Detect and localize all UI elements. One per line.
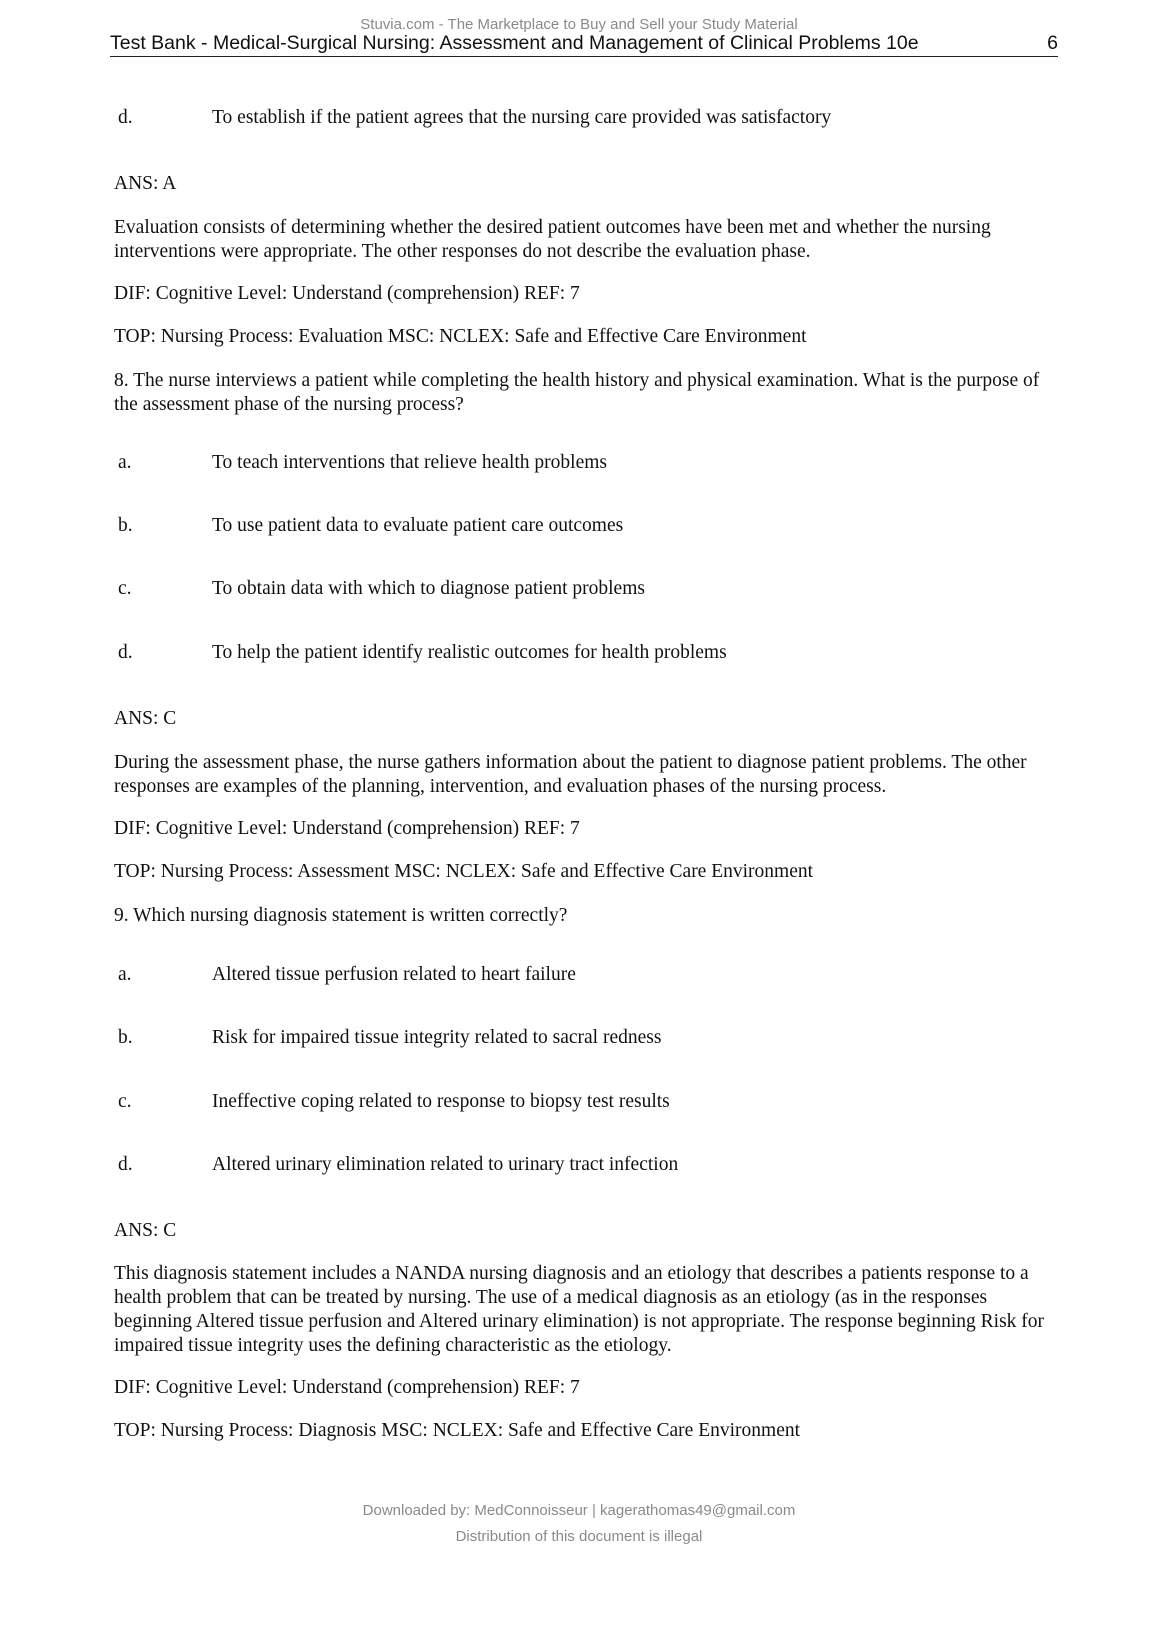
q9-answer: ANS: C [114,1220,177,1241]
q8-option-b-text: To use patient data to evaluate patient care outcomes [212,515,624,536]
q9-top: TOP: Nursing Process: Diagnosis MSC: NCLEX: Safe and Effective Care Environment [114,1420,801,1441]
q9-stem: 9. Which nursing diagnosis statement is written correctly? [114,905,568,926]
q8-option-c-letter: c. [118,578,132,599]
q8-answer: ANS: C [114,708,177,729]
q7-dif: DIF: Cognitive Level: Understand (comprehension) REF: 7 [114,283,580,304]
q9-option-c-letter: c. [118,1091,132,1112]
q7-top: TOP: Nursing Process: Evaluation MSC: NCLEX: Safe and Effective Care Environment [114,326,807,347]
q9-option-a-letter: a. [118,964,132,985]
q8-dif: DIF: Cognitive Level: Understand (comprehension) REF: 7 [114,818,580,839]
page-number: 6 [1047,32,1058,54]
q8-stem: 8. The nurse interviews a patient while completing the health history and physical examination. What is the purpose of the assessment phase of the nursing process? [114,370,1040,415]
footer-distribution-notice: Distribution of this document is illegal [455,1528,703,1545]
footer-downloaded-by: Downloaded by: MedConnoisseur | kagerathomas49@gmail.com [362,1502,796,1519]
q8-option-a-letter: a. [118,452,132,473]
header-title: Test Bank - Medical-Surgical Nursing: Assessment and Management of Clinical Problems 10e [110,32,919,54]
q7-answer: ANS: A [114,173,177,194]
q9-option-d-text: Altered urinary elimination related to urinary tract infection [212,1154,679,1175]
q8-option-d-letter: d. [118,642,133,663]
q7-rationale: Evaluation consists of determining whether the desired patient outcomes have been met and whether the nursing interventions were appropriate. The other responses do not describe the evaluation phase. [114,217,991,262]
q9-option-b-text: Risk for impaired tissue integrity related to sacral redness [212,1027,662,1048]
q9-dif: DIF: Cognitive Level: Understand (comprehension) REF: 7 [114,1377,580,1398]
q8-top: TOP: Nursing Process: Assessment MSC: NCLEX: Safe and Effective Care Environment [114,861,814,882]
q8-option-b-letter: b. [118,515,133,536]
q7-option-d-letter: d. [118,107,133,128]
running-header [110,32,1058,57]
q9-option-b-letter: b. [118,1027,133,1048]
q9-option-a-text: Altered tissue perfusion related to heart failure [212,964,576,985]
q9-option-c-text: Ineffective coping related to response to biopsy test results [212,1091,670,1112]
q8-option-c-text: To obtain data with which to diagnose patient problems [212,578,645,599]
q9-rationale: This diagnosis statement includes a NANDA nursing diagnosis and an etiology that describes a patients response to a health problem that can be treated by nursing. The use of a medical diagnosis as an etiology (as in the responses beginning Altered tissue perfusion and Altered urinary elimination) is not appropriate. The response beginning Risk for impaired tissue integrity uses the defining characteristic as the etiology. [114,1263,1045,1356]
q9-option-d-letter: d. [118,1154,133,1175]
stuvia-watermark: Stuvia.com - The Marketplace to Buy and Sell your Study Material [360,16,798,33]
q8-option-a-text: To teach interventions that relieve health problems [212,452,607,473]
q8-option-d-text: To help the patient identify realistic outcomes for health problems [212,642,727,663]
q8-rationale: During the assessment phase, the nurse gathers information about the patient to diagnose patient problems. The other responses are examples of the planning, intervention, and evaluation phases of the nursing process. [114,752,1027,797]
q7-option-d-text: To establish if the patient agrees that the nursing care provided was satisfactory [212,107,832,128]
